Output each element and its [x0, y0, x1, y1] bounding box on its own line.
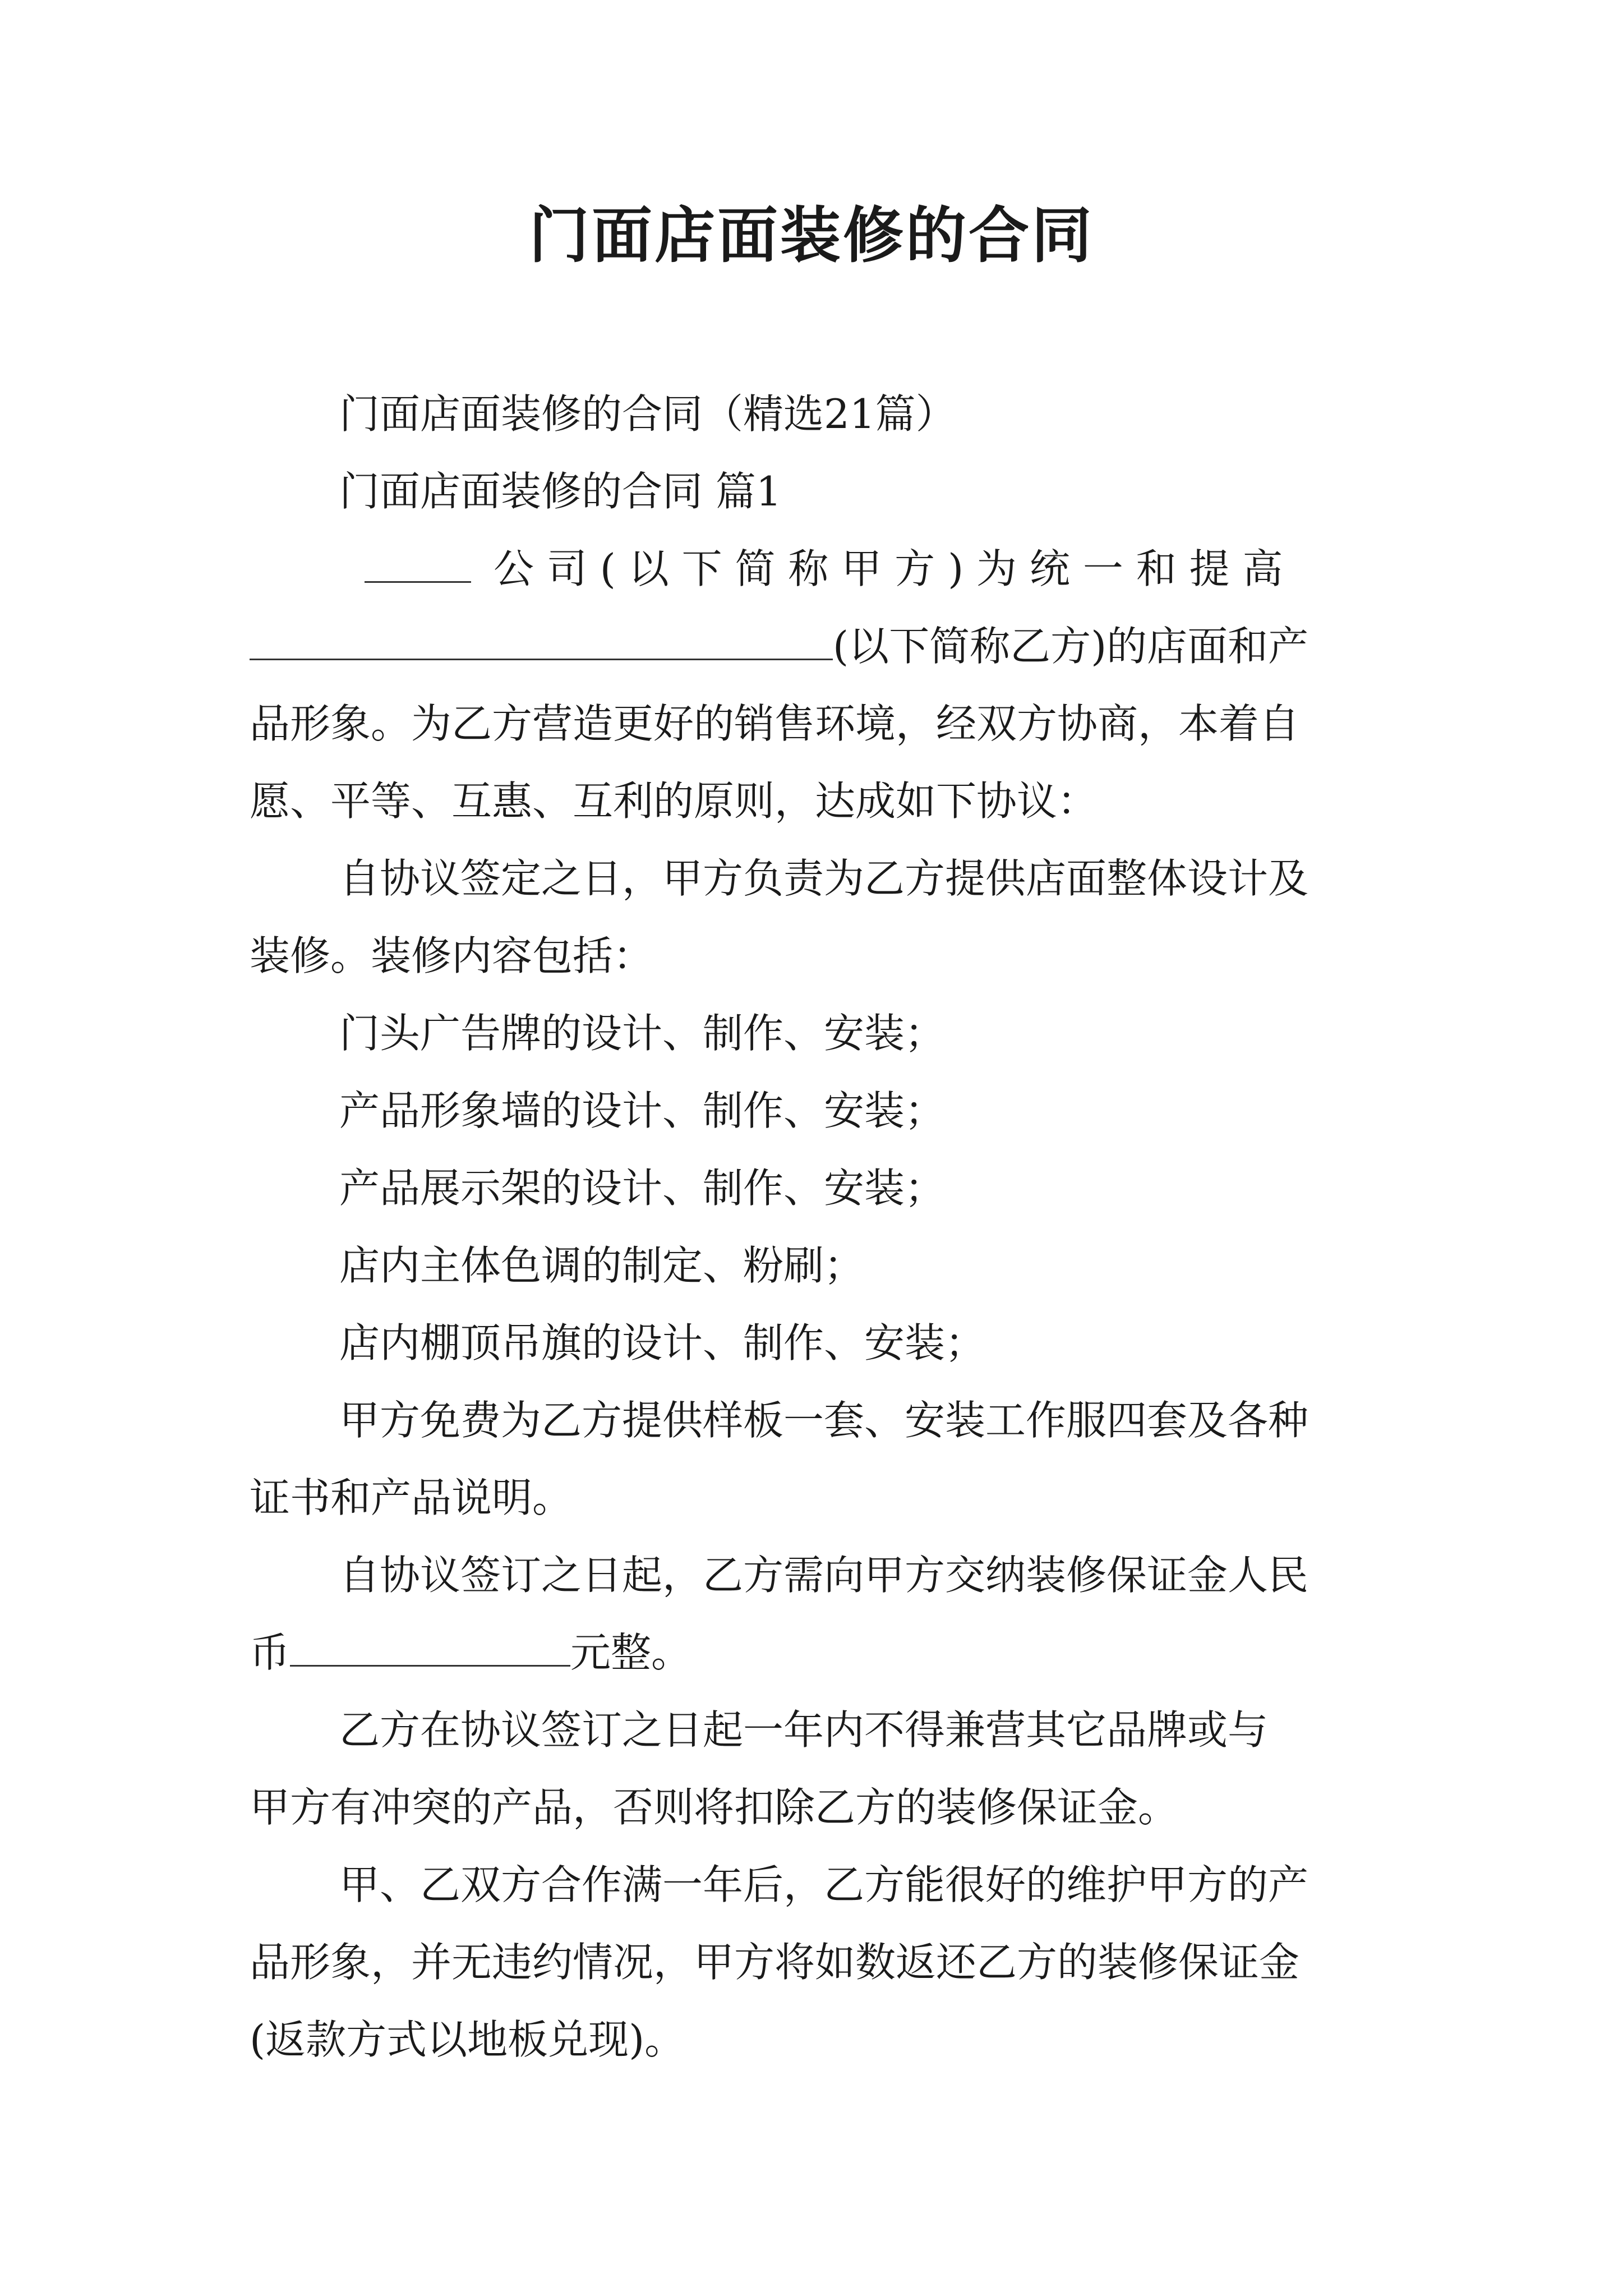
paragraph-line: 甲方有冲突的产品，否则将扣除乙方的装修保证金。: [250, 1784, 1179, 1831]
fill-in-blank: [250, 625, 833, 660]
list-item: 店内主体色调的制定、粉刷；: [339, 1242, 865, 1289]
paragraph-line: 证书和产品说明。: [250, 1474, 573, 1521]
paragraph-line: [250, 1626, 1399, 1680]
paragraph-line: 品形象。为乙方营造更好的销售环境，经双方协商，本着自: [250, 700, 1300, 747]
paragraph-line: 品形象，并无违约情况，甲方将如数返还乙方的装修保证金: [250, 1939, 1300, 1986]
paragraph-line: 装修。装修内容包括：: [250, 932, 654, 979]
paragraph-line: 甲方免费为乙方提供样板一套、安装工作服四套及各种: [339, 1397, 1309, 1444]
section-heading: 门面店面装修的合同 篇1: [339, 468, 782, 515]
paragraph-text: 元整。: [570, 1629, 692, 1676]
paragraph-line: [365, 542, 1391, 596]
list-item: 产品形象墙的设计、制作、安装；: [339, 1087, 946, 1134]
paragraph-line: 甲、乙双方合作满一年后，乙方能很好的维护甲方的产: [339, 1861, 1309, 1908]
paragraph-line: 自协议签订之日起，乙方需向甲方交纳装修保证金人民: [339, 1552, 1309, 1599]
paragraph-line: 愿、平等、互惠、互利的原则，达成如下协议：: [250, 777, 1098, 825]
list-item: 产品展示架的设计、制作、安装；: [339, 1165, 946, 1212]
paragraph-text: (以下简称乙方)的店面和产: [833, 623, 1309, 670]
paragraph-line: [250, 619, 1399, 673]
document-subtitle: 门面店面装修的合同（精选21篇）: [339, 390, 956, 438]
fill-in-blank: [365, 547, 471, 583]
paragraph-text: 币: [250, 1629, 291, 1676]
paragraph-line: 乙方在协议签订之日起一年内不得兼营其它品牌或与: [339, 1706, 1269, 1754]
paragraph-line: (返款方式以地板兑现)。: [250, 2016, 685, 2063]
paragraph-text: 公 司 ( 以 下 简 称 甲 方 ) 为 统 一 和 提 高: [494, 545, 1283, 592]
paragraph-line: 自协议签定之日，甲方负责为乙方提供店面整体设计及: [339, 855, 1309, 902]
fill-in-blank: [290, 1631, 570, 1667]
list-item: 店内棚顶吊旗的设计、制作、安装；: [339, 1319, 986, 1366]
document-title: 门面店面装修的合同: [528, 200, 1094, 271]
list-item: 门头广告牌的设计、制作、安装；: [339, 1010, 946, 1057]
